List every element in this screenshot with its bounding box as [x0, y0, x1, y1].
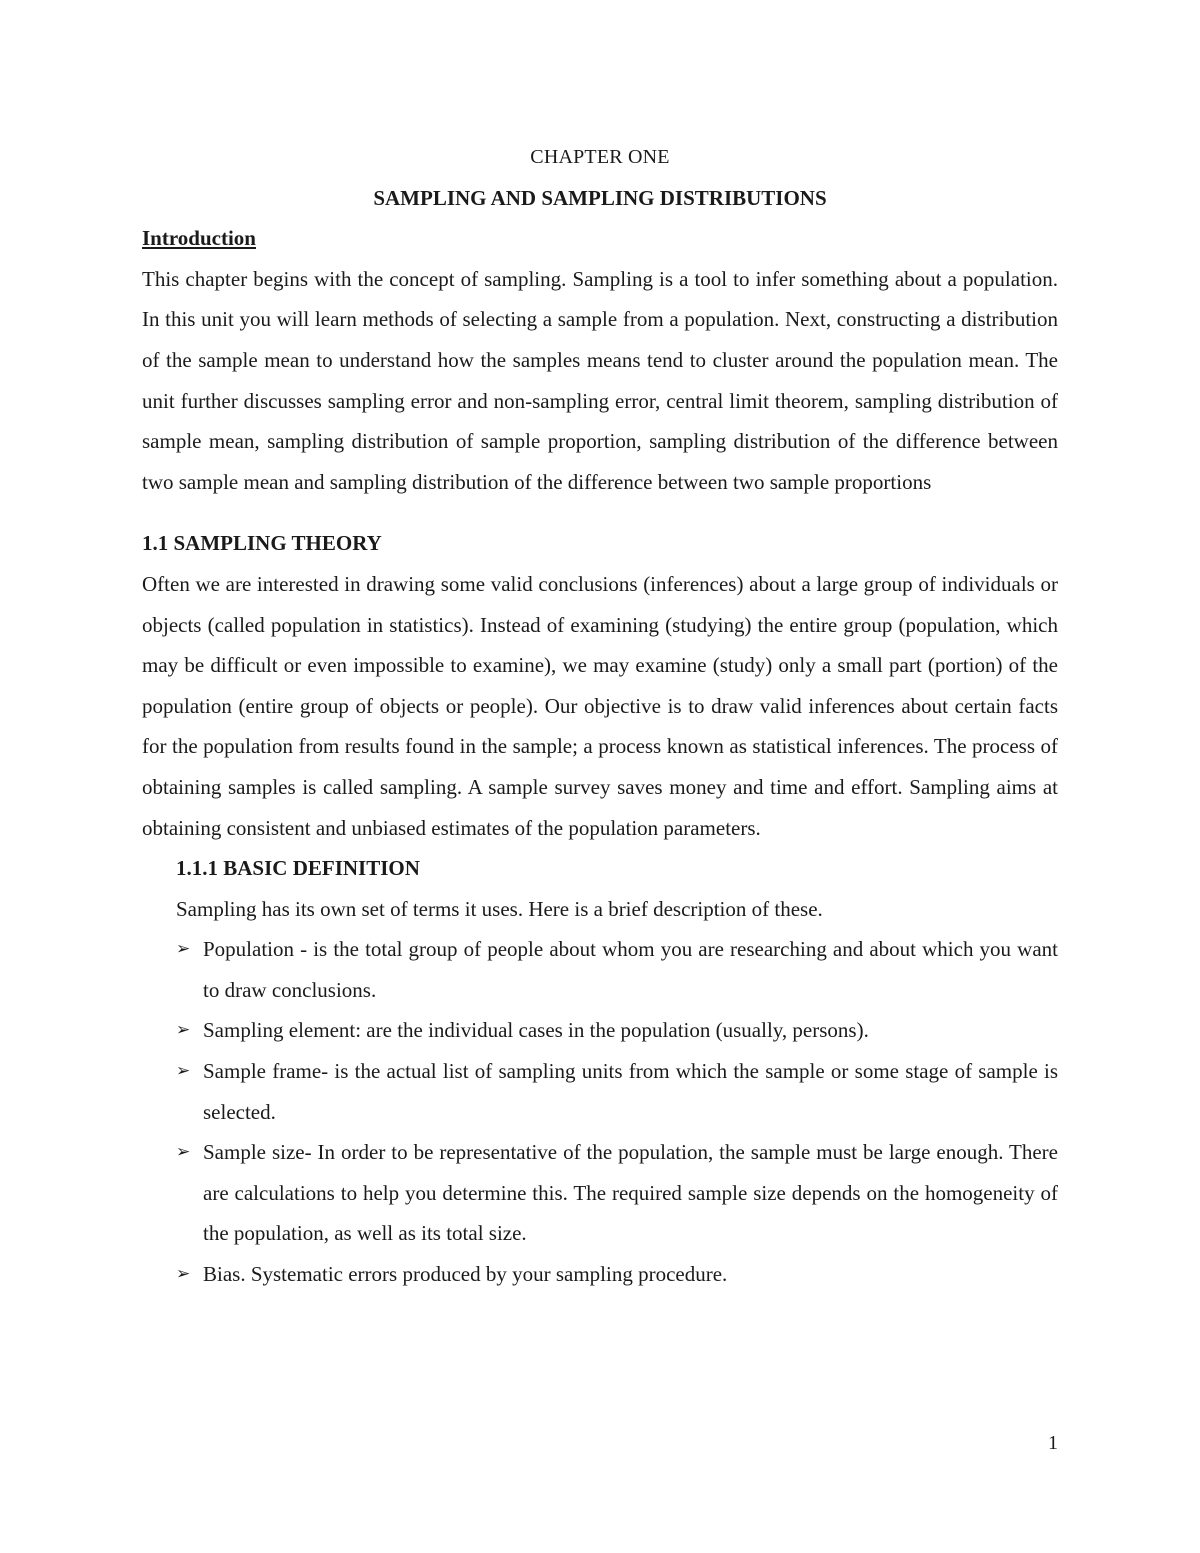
list-item-text: Sampling element: are the individual cases in the population (usually, persons). [203, 1018, 869, 1043]
section-heading-sampling-theory: 1.1 SAMPLING THEORY [142, 531, 382, 556]
basic-definition-section [142, 848, 1058, 1295]
arrowhead-bullet-icon: ➢ [176, 1264, 191, 1285]
list-item-text: Sample frame- is the actual list of sampling units from which the sample or some stage of sample is selected. [203, 1059, 1058, 1124]
definition-list [176, 929, 1058, 1294]
arrowhead-bullet-icon: ➢ [176, 1061, 191, 1082]
list-item [176, 1051, 1058, 1132]
page-number: 1 [1048, 1432, 1058, 1454]
list-item-text: Sample size- In order to be representative of the population, the sample must be large enough. There are calculations to help you determine this. The required sample size depends on the homogeneity of the population, as well as its total size. [203, 1140, 1058, 1246]
sampling-theory-paragraph: Often we are interested in drawing some valid conclusions (inferences) about a large group of individuals or objects (called population in statistics). Instead of examining (studying) the entire group (population, which may be difficult or even impossible to examine), we may examine (study) only a small part (portion) of the population (entire group of objects or people). Our objective is to draw valid inferences about certain facts for the population from results found in the sample; a process known as statistical inferences. The process of obtaining samples is called sampling. A sample survey saves money and time and effort. Sampling aims at obtaining consistent and unbiased estimates of the population parameters. [142, 571, 1058, 840]
list-item [176, 1010, 1058, 1051]
introduction-paragraph: This chapter begins with the concept of sampling. Sampling is a tool to infer something about a population. In this unit you will learn methods of selecting a sample from a population. Next, constructing a distribution of the sample mean to understand how the samples means tend to cluster around the population mean. The unit further discusses sampling error and non-sampling error, central limit theorem, sampling distribution of sample mean, sampling distribution of sample proportion, sampling distribution of the difference between two sample mean and sampling distribution of the difference between two sample proportions [142, 266, 1058, 494]
list-item-text: Population - is the total group of people about whom you are researching and about which you want to draw conclusions. [203, 937, 1058, 1002]
basic-definition-intro: Sampling has its own set of terms it uses. Here is a brief description of these. [176, 896, 823, 921]
introduction-heading: Introduction [142, 226, 256, 251]
list-item [176, 929, 1058, 1010]
list-item [176, 1132, 1058, 1254]
arrowhead-bullet-icon: ➢ [176, 1142, 191, 1163]
chapter-title: SAMPLING AND SAMPLING DISTRIBUTIONS [373, 185, 827, 210]
arrowhead-bullet-icon: ➢ [176, 939, 191, 960]
list-item [176, 1254, 1058, 1295]
arrowhead-bullet-icon: ➢ [176, 1020, 191, 1041]
list-item-text: Bias. Systematic errors produced by your sampling procedure. [203, 1262, 728, 1287]
page-content [142, 137, 1058, 1295]
section-heading-basic-definition: 1.1.1 BASIC DEFINITION [176, 856, 420, 881]
chapter-label: CHAPTER ONE [530, 146, 670, 168]
